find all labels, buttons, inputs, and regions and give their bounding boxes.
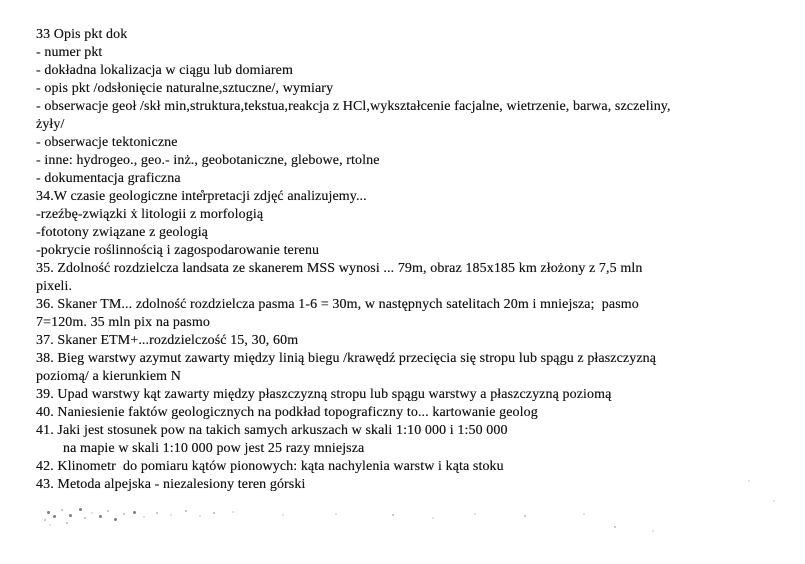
text-line: -pokrycie roślinnością i zagospodarowanie terenu: [36, 243, 320, 258]
text-line: 34.W czasie geologiczne inte̊rpretacji zdjęć analizujemy...: [36, 189, 367, 204]
text-line: żyły/: [36, 117, 65, 132]
text-line: 39. Upad warstwy kąt zawarty między płaszczyzną stropu lub spągu warstwy a płaszczyzną poziomą: [36, 387, 612, 402]
text-line: 43. Metoda alpejska - niezalesiony teren górski: [36, 477, 306, 492]
text-line: 7=120m. 35 mln pix na pasmo: [36, 315, 210, 330]
text-line: - opis pkt /odsłonięcie naturalne,sztuczne/, wymiary: [36, 81, 334, 96]
text-line: pixeli.: [36, 279, 73, 294]
text-line: - inne: hydrogeo., geo.- inż., geobotaniczne, glebowe, rtolne: [36, 153, 380, 168]
text-line: 36. Skaner TM... zdolność rozdzielcza pasma 1-6 = 30m, w następnych satelitach 20m i mniejsza; pasmo: [36, 297, 639, 312]
text-line: - obserwacje tektoniczne: [36, 135, 178, 150]
text-line: 42. Klinometr do pomiaru kątów pionowych: kąta nachylenia warstw i kąta stoku: [36, 459, 504, 474]
text-line: -fototony związane z geologią: [36, 225, 208, 240]
document-text: [36, 26, 796, 494]
text-line: 35. Zdolność rozdzielcza landsata ze skanerem MSS wynosi ... 79m, obraz 185x185 km złożony z 7,5 mln: [36, 261, 643, 276]
text-line: 33 Opis pkt dok: [36, 27, 128, 42]
text-line: - obserwacje geoł /skł min,struktura,tekstua,reakcja z HCl,wykształcenie facjalne, wietrzenie, barwa, szczeliny,: [36, 99, 671, 114]
text-line: na mapie w skali 1:10 000 pow jest 25 razy mniejsza: [63, 441, 365, 456]
text-line: - numer pkt: [36, 45, 103, 60]
text-line: 40. Naniesienie faktów geologicznych na podkład topograficzny to... kartowanie geolog: [36, 405, 538, 420]
text-line: 38. Bieg warstwy azymut zawarty między linią biegu /krawędź przecięcia się stropu lub spągu z płaszczyzną: [36, 351, 657, 366]
text-line: 37. Skaner ETM+...rozdzielczość 15, 30, 60m: [36, 333, 299, 348]
text-line: - dokumentacja graficzna: [36, 171, 181, 186]
text-line: poziomą/ a kierunkiem N: [36, 369, 181, 384]
text-line: -rzeźbę-związki ẋ litologii z morfologią: [36, 207, 264, 222]
text-line: - dokładna lokalizacja w ciągu lub domiarem: [36, 63, 293, 78]
text-line: 41. Jaki jest stosunek pow na takich samych arkuszach w skali 1:10 000 i 1:50 000: [36, 423, 508, 438]
